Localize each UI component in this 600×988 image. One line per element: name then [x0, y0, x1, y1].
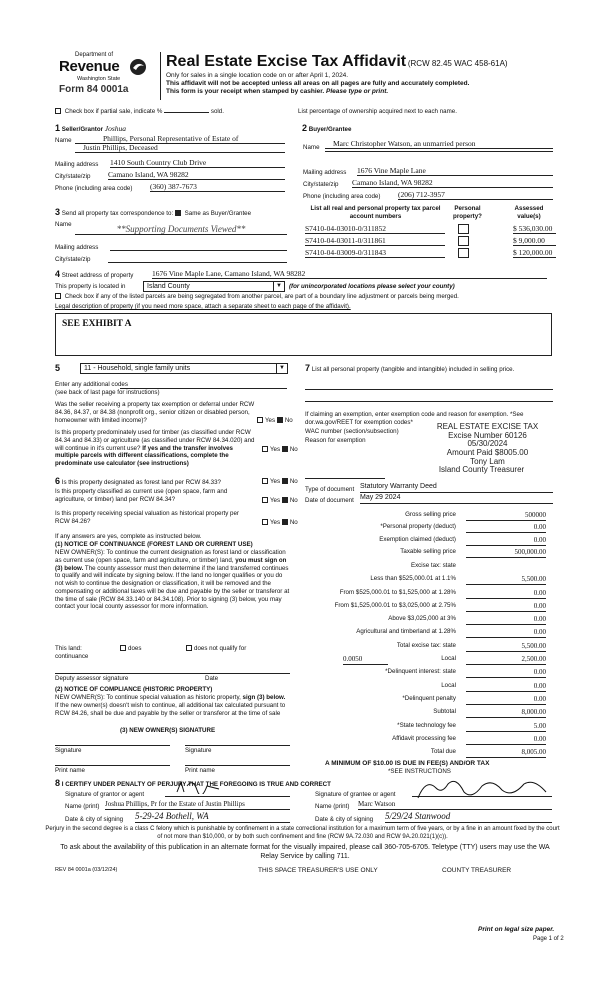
personal-2-checkbox[interactable]: [458, 236, 469, 246]
subtotal-label: Subtotal: [433, 708, 456, 715]
print2-label: Print name: [185, 767, 215, 774]
logo-state: Washington State: [77, 76, 121, 82]
s5-q1-no-checkbox[interactable]: [277, 417, 283, 423]
name-grantor[interactable]: Joshua Phillips, Pr for the Estate of Justin Phillips: [105, 800, 290, 810]
county-value: Island County: [147, 283, 190, 290]
street-label: Street address of property: [61, 272, 134, 279]
stamp-line5: Tony Lam: [470, 456, 505, 466]
exemption-label: Exemption claimed (deduct): [379, 536, 456, 543]
personal-3-checkbox[interactable]: [458, 248, 469, 258]
deputy-date-label: Date: [205, 675, 219, 682]
date-grantee[interactable]: 5/29/24 Stanwood: [385, 811, 552, 823]
seller-name-line1[interactable]: Phillips, Personal Representative of Estate of: [75, 134, 285, 144]
grantor-signature[interactable]: [165, 786, 290, 797]
s6-q2-no-checkbox[interactable]: [282, 497, 288, 503]
buyer-city[interactable]: Camano Island, WA 98282: [352, 178, 553, 188]
doc-date-label: Date of document: [305, 497, 354, 504]
section3-name-label: Name: [55, 221, 72, 228]
owner1-print-line[interactable]: [55, 757, 170, 766]
buyer-phone[interactable]: (206) 712-3957: [398, 190, 553, 200]
date-grantee-label: Date & city of signing: [315, 816, 374, 823]
header-line1: Only for sales in a single location code on or after April 1, 2024.: [166, 72, 349, 79]
interest-label: *Delinquent interest: state: [385, 668, 456, 675]
s6-q3-yes-checkbox[interactable]: [262, 519, 268, 525]
section3-heading: [55, 207, 251, 218]
seller-name-line2[interactable]: Justin Phillips, Deceased: [75, 143, 285, 153]
land-label: This land:: [55, 645, 82, 652]
perjury-text: Perjury in the second degree is a class C felony which is punishable by confinement in a state correctional institution for a maximum term of five years, or by a fine in an amount fixed by the court of not more than $10,000, or by both such confinement and fine (RCW 9A.72.030 and RCW 9A.20.021(1)(c)).: [45, 826, 560, 840]
buyer-name-line2: [325, 150, 553, 152]
b4-value[interactable]: 0.00: [466, 615, 546, 625]
total-value[interactable]: 8,005.00: [466, 748, 546, 758]
s6-q3: Is this property receiving special valuation as historical property per RCW 84.26?: [55, 510, 239, 525]
does-checkbox[interactable]: [120, 645, 126, 651]
seller-mailing-label: Mailing address: [55, 161, 99, 168]
county-label: This property is located in: [55, 283, 126, 290]
n1-text-b: you must sign on (3) below.: [55, 556, 287, 572]
exempt-text: If claiming an exemption, enter exemption code and reason for exemption. *See dor.wa.gov/REET for exemption codes*: [305, 411, 524, 426]
logo-revenue: Revenue: [59, 58, 120, 75]
interest-local-value[interactable]: 0.00: [466, 682, 546, 692]
buyer-name[interactable]: Marc Christopher Watson, an unmarried person: [325, 139, 553, 149]
s6-q2-answers: [262, 497, 298, 505]
personal-label: *Personal property (deduct): [380, 523, 456, 530]
yes-label: Yes: [270, 446, 281, 453]
b2-value[interactable]: 0.00: [466, 589, 546, 599]
segregated-row: [55, 293, 459, 301]
continuance-label: continuance: [55, 653, 89, 660]
supporting-docs-note: **Supporting Documents Viewed**: [116, 224, 246, 234]
total-state-value[interactable]: 5,500.00: [466, 642, 546, 652]
s5-q2-yes-checkbox[interactable]: [262, 446, 268, 452]
s5-q2-answers: [262, 446, 298, 454]
partial-sale-sold: sold.: [210, 108, 224, 115]
s5-q1-yes-checkbox[interactable]: [257, 417, 263, 423]
certify-text: I CERTIFY UNDER PENALTY OF PERJURY THAT THE FOREGOING IS TRUE AND CORRECT: [61, 781, 331, 788]
segregated-label: Check box if any of the listed parcels are being segregated from another parcel, are part of a boundary line adjustment or parcels being merged.: [64, 293, 459, 300]
doc-date[interactable]: May 29 2024: [360, 494, 553, 504]
section8-num: 8: [55, 778, 61, 788]
sig1-label: Signature: [55, 747, 82, 754]
buyer-mailing[interactable]: 1676 Vine Maple Lane: [357, 166, 553, 176]
n2-text: [55, 694, 290, 717]
seller-city-label: City/state/zip: [55, 173, 91, 180]
personal-value[interactable]: 0.00: [466, 523, 546, 533]
s6-q3-no-checkbox[interactable]: [282, 519, 288, 525]
no-label: No: [289, 497, 298, 504]
local-value[interactable]: 2,500.00: [466, 655, 546, 665]
affidavit-label: Affidavit processing fee: [392, 735, 456, 742]
seller-first-name: Joshua: [104, 124, 126, 133]
gross-label: Gross selling price: [405, 511, 456, 518]
does-row: [120, 645, 141, 653]
partial-sale-checkbox[interactable]: [55, 108, 61, 114]
segregated-checkbox[interactable]: [55, 293, 61, 299]
ag-label: Agricultural and timberland at 1.28%: [356, 628, 456, 635]
stamp-line6: Island County Treasurer: [438, 465, 525, 475]
header-line3: [166, 88, 388, 96]
s5-q2-no-checkbox[interactable]: [282, 446, 288, 452]
s5-q2b: If yes and the transfer involves multiple parcels with different classifications, complete the predominate use calculator (see instructions): [55, 444, 233, 467]
s6-q1-no-checkbox[interactable]: [282, 478, 288, 484]
n2-text-a: NEW OWNER(S): To continue special valuation as historic property,: [55, 694, 241, 701]
header-line3a: This form is your receipt when stamped by cashier.: [166, 88, 325, 95]
does-not-checkbox[interactable]: [186, 645, 192, 651]
personal-1-checkbox[interactable]: [458, 224, 469, 234]
n1-text-a: NEW OWNER(S): To continue the current designation as forest land or classification as current use (open space, farm and agriculture, or timber) land,: [55, 549, 286, 564]
total-state-label: Total excise tax: state: [396, 642, 456, 649]
section3-mailing[interactable]: [110, 240, 287, 251]
seller-name-label: Name: [55, 137, 72, 144]
legal-description: SEE EXHIBIT A: [62, 319, 132, 329]
buyer-city-label: City/state/zip: [303, 181, 339, 188]
gross-value[interactable]: 500000: [466, 511, 546, 521]
header-divider: [160, 52, 161, 100]
section7-num: 7: [305, 363, 311, 373]
buyer-name-label: Name: [303, 144, 320, 151]
s5-q2a: Is this property predominately used for timber (as classified under RCW 84.34 and 84.33) or agriculture (as classified under RCW 84.34.020) and will continue in it's current use?: [55, 429, 255, 452]
n3-title: (3) NEW OWNER(S) SIGNATURE: [120, 727, 216, 734]
interest-local-label: Local: [441, 682, 456, 689]
stamp-line2: Excise Number 60126: [448, 430, 527, 440]
codes-label: Enter any additional codes: [55, 381, 128, 388]
n2-title: (2) NOTICE OF COMPLIANCE (HISTORIC PROPERTY): [55, 686, 213, 693]
s6-q2: Is this property classified as current use (open space, farm and agriculture, or timber) land per RCW 84.34?: [55, 488, 228, 503]
header-line3b: Please type or print.: [326, 88, 389, 95]
legal-label: Legal description of property (if you need more space, attach a separate sheet to each page of the affidavit).: [55, 303, 351, 310]
no-label: No: [289, 446, 298, 453]
stamp-line3: 05/30/2024: [467, 439, 508, 449]
s6-q2-yes-checkbox[interactable]: [262, 497, 268, 503]
seller-phone[interactable]: (360) 387-7673: [150, 182, 285, 192]
n1-text: [55, 549, 290, 611]
street-address[interactable]: 1676 Vine Maple Lane, Camano Island, WA 98282: [152, 269, 547, 279]
logo-department-of: Department of: [75, 52, 114, 58]
parcel-3[interactable]: S7410-04-03009-0/311843: [305, 248, 445, 258]
assessed-1[interactable]: $ 536,030.00: [513, 224, 556, 234]
taxable-label: Taxable selling price: [400, 548, 456, 555]
personal-property-line1[interactable]: [305, 381, 553, 390]
b1-value[interactable]: 5,500.00: [466, 575, 546, 585]
date-grantor[interactable]: 5-29-24 Bothell, WA: [135, 811, 290, 823]
seller-phone-label: Phone (including area code): [55, 185, 133, 192]
see-instructions: *SEE INSTRUCTIONS: [388, 768, 451, 775]
land-use-select[interactable]: [80, 363, 288, 374]
yes-label: Yes: [265, 417, 276, 424]
buyer-heading-label: Buyer/Grantee: [308, 126, 352, 133]
print1-label: Print name: [55, 767, 85, 774]
name-grantor-label: Name (print): [65, 803, 100, 810]
subtotal-value[interactable]: 8,000.00: [466, 708, 546, 718]
excise-state-label: Excise tax: state: [410, 562, 456, 569]
personal-col-header: Personal property?: [453, 205, 482, 220]
grantor-signature-scribble: [173, 780, 233, 794]
county-note: (for unincorporated locations please select your county): [289, 283, 455, 290]
section6-num: 6: [55, 476, 61, 486]
assessed-2[interactable]: $ 9,000.00: [513, 236, 556, 246]
total-label: Total due: [430, 748, 456, 755]
buyer-num: 2: [302, 123, 308, 133]
ag-value[interactable]: 0.00: [466, 628, 546, 638]
b4-label: Above $3,025,000 at 3%: [388, 615, 456, 622]
stamp-line4: Amount Paid $8005.00: [446, 447, 529, 457]
seller-city[interactable]: Camano Island, WA 98282: [108, 170, 285, 180]
section4-street-row: [55, 269, 133, 280]
yes-label: Yes: [270, 497, 281, 504]
assessed-3[interactable]: $ 120,000.00: [513, 248, 556, 258]
section3-num: 3: [55, 207, 61, 217]
wac-label: WAC number (section/subsection): [305, 428, 399, 435]
codes-note: (see back of last page for instructions): [55, 389, 160, 396]
county-treasurer: COUNTY TREASURER: [442, 867, 512, 874]
section5-num: 5: [55, 363, 61, 373]
treasurer-stamp: [420, 423, 555, 475]
s6-q3-answers: [262, 519, 298, 527]
affidavit-value[interactable]: 0.00: [466, 735, 546, 745]
title-ref: (RCW 82.45 WAC 458-61A): [407, 59, 508, 68]
minimum-note: A MINIMUM OF $10.00 IS DUE IN FEE(S) AND/OR TAX: [325, 760, 490, 767]
taxable-value[interactable]: 500,000.00: [466, 548, 546, 558]
name-grantee[interactable]: Marc Watson: [358, 800, 552, 810]
codes-input[interactable]: [120, 381, 287, 389]
s5-q2: [55, 429, 255, 468]
land-use-value: 11 - Household, single family units: [84, 365, 191, 372]
section7-text: List all personal property (tangible and intangible) included in selling price.: [311, 366, 515, 373]
page-number: Page 1 of 2: [533, 936, 564, 942]
accessibility-text: To ask about the availability of this publication in an alternate format for the visually impaired, please call 360-705-6705. Teletype (TTY) users may use the WA Relay Service by calling 711.: [60, 844, 550, 860]
does-not-row: [186, 645, 246, 653]
grantee-signature[interactable]: [412, 786, 552, 797]
parcel-2[interactable]: S7410-04-03011-0/311861: [305, 236, 445, 246]
dor-logo: [55, 52, 155, 104]
same-as-buyer-label: Same as Buyer/Grantee: [184, 210, 252, 217]
name-grantee-label: Name (print): [315, 803, 350, 810]
n2-text-b: sign (3) below.: [242, 694, 286, 701]
legal-paper-note: Print on legal size paper.: [478, 926, 555, 933]
parcel-1[interactable]: S7410-04-03010-0/311852: [305, 224, 445, 234]
s6-q1-yes-checkbox[interactable]: [262, 478, 268, 484]
s6-ifany: If any answers are yes, complete as instructed below.: [55, 533, 202, 540]
form-number: Form 84 0001a: [59, 84, 129, 95]
yes-label: Yes: [270, 478, 281, 485]
section4-num: 4: [55, 269, 61, 279]
parcel-col-header: List all real and personal property tax parcel account numbers: [310, 205, 441, 220]
stamp-line1: REAL ESTATE EXCISE TAX: [436, 422, 539, 431]
does-not-label: does not qualify for: [194, 645, 247, 652]
deputy-signature-line[interactable]: [55, 665, 290, 674]
penalty-value[interactable]: 0.00: [466, 695, 546, 705]
treasurer-only: THIS SPACE TREASURER'S USE ONLY: [258, 867, 378, 874]
same-as-buyer-checkbox[interactable]: [175, 210, 181, 216]
s6-q1-text: Is this property designated as forest land per RCW 84.33?: [61, 479, 221, 486]
wa-swoosh-icon: [129, 58, 147, 76]
seller-num: 1: [55, 123, 61, 133]
doc-type[interactable]: Statutory Warranty Deed: [360, 483, 553, 493]
partial-sale-row: [55, 108, 224, 116]
rev-label: REV 84 0001a (03/12/24): [55, 867, 118, 873]
form-title: [166, 52, 508, 72]
grantee-signature-scribble: [412, 778, 552, 800]
local-rate[interactable]: 0.0050: [343, 655, 388, 665]
interest-state-value[interactable]: 0.00: [466, 668, 546, 678]
county-select[interactable]: [143, 281, 285, 292]
s6-q1-answers: [262, 478, 298, 486]
header-line2: This affidavit will not be accepted unless all areas on all pages are fully and accurately completed.: [166, 80, 470, 87]
section3-city-label: City/state/zip: [55, 256, 91, 263]
no-label: No: [289, 478, 298, 485]
deputy-sig-label: Deputy assessor signature: [55, 675, 129, 682]
does-label: does: [128, 645, 142, 652]
b3-label: From $1,525,000.01 to $3,025,000 at 2.75%: [334, 602, 456, 609]
yes-label: Yes: [270, 519, 281, 526]
n1-title: (1) NOTICE OF CONTINUANCE (FOREST LAND OR CURRENT USE): [55, 541, 253, 548]
owner2-signature-line[interactable]: [185, 737, 290, 746]
b2-label: From $525,000.01 to $1,525,000 at 1.28%: [339, 589, 456, 596]
personal-property-line2[interactable]: [305, 393, 553, 402]
owner1-signature-line[interactable]: [55, 737, 170, 746]
sig-grantor-label: Signature of grantor or agent: [65, 791, 145, 798]
tech-label: *State technology fee: [397, 722, 456, 729]
seller-heading: [55, 123, 126, 134]
sig-grantee-label: Signature of grantee or agent: [315, 791, 396, 798]
owner2-print-line[interactable]: [185, 757, 290, 766]
section3-label: Send all property tax correspondence to:: [61, 210, 174, 217]
exempt-line: [305, 477, 385, 479]
buyer-mailing-label: Mailing address: [303, 169, 347, 176]
assessed-col-header: Assessed value(s): [514, 205, 544, 220]
s5-q1-answers: [257, 417, 293, 425]
n1-text-c: The county assessor must then determine if the land transferred continues to qualify and will indicate by signing below. If the land no longer qualifies or you do not wish to continue the designation or classification, it will be removed and the compensating or additional taxes will be due and payable by the seller or transferor at the time of sale (RCW 84.33.140 or 84.34.108). Prior to signing (3) below, you may contact your local county assessor for more information.: [55, 564, 290, 611]
s5-q1: Was the seller receiving a property tax exemption or deferral under RCW 84.36, 84.37, or 84.38 (nonprofit org., senior citizen or disabled person, homeowner with limited income)?: [55, 401, 255, 424]
no-label: No: [284, 417, 293, 424]
buyer-phone-label: Phone (including area code): [303, 193, 381, 200]
local-label: Local: [441, 655, 456, 662]
seller-mailing[interactable]: 1410 South Country Club Drive: [110, 158, 285, 168]
tech-value[interactable]: 5.00: [466, 722, 546, 732]
buyer-heading: [302, 123, 351, 134]
exemption-value[interactable]: 0.00: [466, 536, 546, 546]
s6-q1: [55, 476, 260, 487]
ownership-note: List percentage of ownership acquired next to each name.: [298, 108, 457, 115]
partial-sale-label: Check box if partial sale, indicate %: [64, 108, 163, 115]
chevron-down-icon: ▼: [276, 364, 287, 373]
b3-value[interactable]: 0.00: [466, 602, 546, 612]
date-grantor-label: Date & city of signing: [65, 816, 124, 823]
seller-heading-label: Seller/Grantor: [61, 126, 104, 133]
reason-label: Reason for exemption: [305, 437, 366, 444]
chevron-down-icon: ▼: [273, 282, 284, 291]
doc-type-label: Type of document: [305, 486, 355, 493]
section3-name[interactable]: [75, 224, 287, 235]
sig2-label: Signature: [185, 747, 212, 754]
section3-mailing-label: Mailing address: [55, 244, 99, 251]
section3-city[interactable]: [108, 252, 287, 263]
n2-text-c: If the new owner(s) doesn't wish to continue, all additional tax calculated pursuant to RCW 84.26, shall be due and payable by the seller or transferor at the time of sale: [55, 701, 286, 717]
b1-label: Less than $525,000.01 at 1.1%: [370, 575, 456, 582]
section7-row: [305, 363, 550, 374]
penalty-label: *Delinquent penalty: [402, 695, 456, 702]
no-label: No: [289, 519, 298, 526]
legal-description-box[interactable]: [55, 313, 552, 356]
title-text: Real Estate Excise Tax Affidavit: [166, 53, 407, 70]
